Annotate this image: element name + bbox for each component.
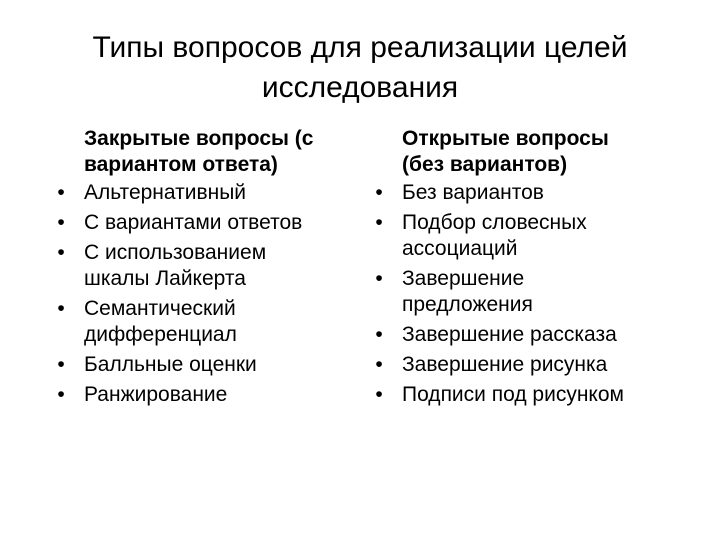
- list-item: [54, 210, 374, 236]
- bullet-icon: •: [375, 211, 383, 234]
- list-item-text: [402, 180, 702, 206]
- open-questions-heading-line-2: (без вариантов): [402, 153, 568, 176]
- list-item: [54, 296, 374, 348]
- bullet-icon: •: [375, 267, 383, 290]
- list-item-text: [84, 240, 374, 292]
- list-item-text: [84, 382, 374, 408]
- list-item: [372, 210, 702, 262]
- bullet-icon: •: [57, 181, 65, 204]
- closed-questions-list: [54, 180, 374, 408]
- open-questions-column: [372, 126, 702, 412]
- list-item-line: шкалы Лайкерта: [84, 267, 246, 290]
- list-item: [372, 382, 702, 408]
- bullet-icon: •: [57, 241, 65, 264]
- list-item-line: дифференциал: [84, 323, 237, 346]
- list-item-text: [402, 210, 702, 262]
- list-item: [54, 180, 374, 206]
- list-item-line: Семантический: [84, 297, 236, 320]
- open-questions-heading: [372, 126, 702, 178]
- list-item-line: Ранжирование: [84, 383, 228, 406]
- list-item-line: Завершение рассказа: [402, 323, 617, 346]
- list-item-line: ассоциаций: [402, 237, 518, 260]
- slide-title-line-2: исследования: [261, 71, 459, 104]
- list-item-text: [402, 352, 702, 378]
- list-item-text: [402, 266, 702, 318]
- list-item: [372, 266, 702, 318]
- list-item-line: Подписи под рисунком: [402, 383, 624, 406]
- bullet-icon: •: [375, 353, 383, 376]
- bullet-icon: •: [57, 297, 65, 320]
- closed-questions-heading: [54, 126, 374, 178]
- list-item-text: [84, 210, 374, 236]
- open-questions-heading-line-1: Открытые вопросы: [402, 127, 609, 150]
- list-item: [54, 240, 374, 292]
- list-item-line: С использованием: [84, 241, 267, 264]
- list-item: [372, 352, 702, 378]
- closed-questions-heading-line-2: вариантом ответа): [84, 153, 278, 176]
- list-item-text: [84, 352, 374, 378]
- bullet-icon: •: [375, 181, 383, 204]
- list-item-line: Балльные оценки: [84, 353, 257, 376]
- list-item-line: Завершение рисунка: [402, 353, 608, 376]
- list-item-text: [84, 296, 374, 348]
- list-item-line: Без вариантов: [402, 181, 544, 204]
- bullet-icon: •: [375, 383, 383, 406]
- list-item-line: Завершение: [402, 267, 525, 290]
- list-item-line: предложения: [402, 293, 533, 316]
- list-item-line: Альтернативный: [84, 181, 247, 204]
- bullet-icon: •: [57, 353, 65, 376]
- bullet-icon: •: [57, 383, 65, 406]
- bullet-icon: •: [375, 323, 383, 346]
- slide-title-line-1: Типы вопросов для реализации целей: [92, 31, 628, 64]
- list-item: [372, 180, 702, 206]
- open-questions-list: [372, 180, 702, 408]
- list-item-line: Подбор словесных: [402, 211, 587, 234]
- list-item-text: [84, 180, 374, 206]
- list-item: [54, 382, 374, 408]
- list-item-text: [402, 382, 702, 408]
- closed-questions-column: [54, 126, 374, 412]
- list-item: [372, 322, 702, 348]
- bullet-icon: •: [57, 211, 65, 234]
- list-item: [54, 352, 374, 378]
- closed-questions-heading-line-1: Закрытые вопросы (с: [84, 127, 314, 150]
- list-item-text: [402, 322, 702, 348]
- list-item-line: С вариантами ответов: [84, 211, 303, 234]
- slide-title: [40, 28, 680, 108]
